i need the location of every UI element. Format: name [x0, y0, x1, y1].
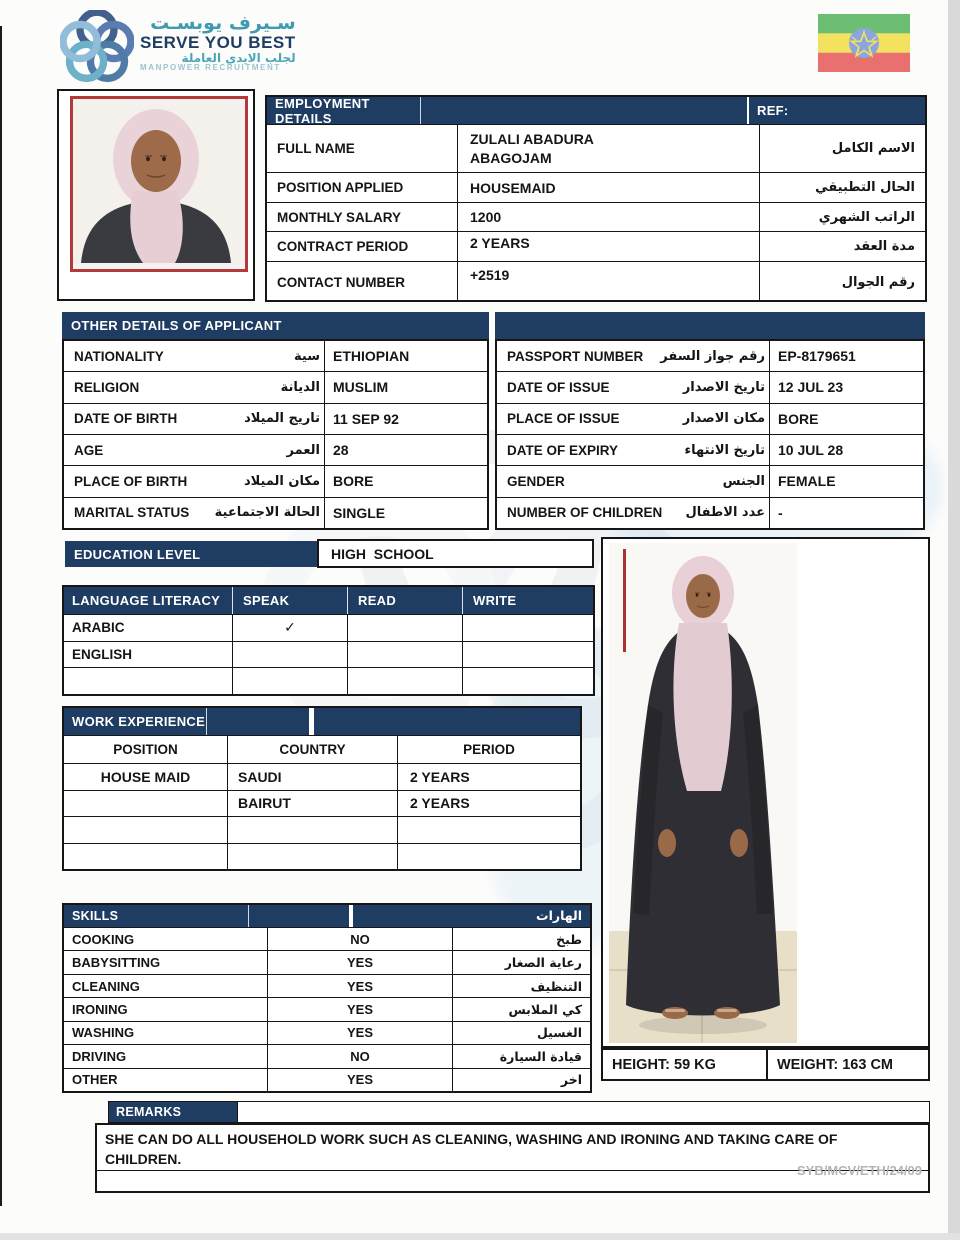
work-row	[64, 843, 580, 870]
other-details-title: OTHER DETAILS OF APPLICANT	[71, 318, 282, 333]
skill-name: COOKING	[72, 931, 135, 947]
detail-row	[64, 434, 487, 465]
field-label-arabic: عدد الاطفال	[685, 505, 765, 521]
skill-value: YES	[346, 1072, 373, 1088]
field-value: 11 SEP 92	[333, 410, 399, 427]
weight-value: WEIGHT: 163 CM	[777, 1056, 894, 1073]
education-level-label: EDUCATION LEVEL	[74, 546, 201, 562]
field-label-arabic: رقم الجوال	[841, 274, 915, 290]
field-label-arabic: الراتب الشهري	[818, 209, 915, 225]
field-value: MUSLIM	[333, 379, 389, 396]
portrait-photo-frame	[57, 89, 255, 301]
employment-row	[267, 172, 925, 202]
column-header-write: WRITE	[473, 593, 517, 608]
skill-name: IRONING	[72, 1001, 128, 1017]
skill-arabic: اخر	[560, 1072, 582, 1088]
employment-row	[267, 231, 925, 261]
language-literacy-title: LANGUAGE LITERACY	[72, 592, 221, 608]
field-value: 2 YEARS	[470, 235, 530, 251]
work-country: SAUDI	[238, 768, 282, 785]
language-row	[64, 614, 593, 641]
education-level-value-box	[317, 539, 594, 568]
field-label: NATIONALITY	[74, 348, 164, 364]
skill-row	[64, 927, 590, 950]
skill-arabic: التنظيف	[530, 978, 582, 994]
field-label-arabic: تاريخ الانتهاء	[684, 442, 765, 458]
field-label: PLACE OF BIRTH	[74, 473, 188, 489]
skill-row	[64, 950, 590, 973]
header-gap	[309, 708, 314, 735]
field-value: 12 JUL 23	[778, 379, 844, 396]
skill-value: YES	[346, 978, 373, 994]
field-label: RELIGION	[74, 379, 140, 395]
work-period: 2 YEARS	[410, 768, 470, 785]
work-row	[64, 816, 580, 843]
detail-row	[64, 465, 487, 496]
scan-red-line	[623, 549, 626, 652]
skills-title-arabic: الهارات	[536, 908, 582, 923]
field-value: -	[778, 504, 783, 521]
field-label-arabic: سية	[294, 348, 320, 364]
field-value: ZULALI ABADURA ABAGOJAM	[470, 130, 594, 166]
agency-knot-logo-icon	[60, 10, 134, 84]
language-name: ARABIC	[72, 620, 125, 636]
field-label-arabic: مدة العقد	[853, 239, 915, 254]
column-header-position: POSITION	[113, 742, 178, 757]
other-details-header-right	[495, 312, 925, 339]
detail-row	[64, 497, 487, 528]
work-country: BAIRUT	[238, 795, 291, 812]
language-literacy-header	[64, 587, 593, 614]
detail-row	[497, 341, 923, 371]
field-label: FULL NAME	[277, 141, 355, 156]
field-label: PASSPORT NUMBER	[507, 348, 644, 364]
work-experience-title: WORK EXPERIENCE	[72, 714, 206, 729]
skill-row	[64, 997, 590, 1020]
column-header-period: PERIOD	[463, 742, 515, 757]
full-body-photo	[609, 543, 797, 1043]
skill-name: OTHER	[72, 1072, 118, 1088]
scan-edge-left	[0, 26, 2, 1206]
field-value: +2519	[470, 267, 510, 283]
detail-row	[497, 434, 923, 465]
detail-row	[64, 341, 487, 371]
field-value: 28	[333, 442, 349, 459]
skills-title: SKILLS	[72, 909, 119, 923]
skill-row	[64, 974, 590, 997]
field-label-arabic: رقم جواز السفر	[660, 348, 765, 364]
skill-arabic: رعاية الصغار	[504, 955, 582, 971]
employment-details-table	[265, 95, 927, 302]
work-position: HOUSE MAID	[100, 768, 191, 785]
field-label: MARITAL STATUS	[74, 505, 190, 521]
field-label-arabic: الجنس	[722, 473, 765, 489]
skill-row	[64, 1044, 590, 1067]
employment-details-title: EMPLOYMENT DETAILS	[275, 95, 370, 126]
field-label: DATE OF BIRTH	[74, 411, 178, 427]
detail-row	[497, 371, 923, 402]
speak-check: ✓	[284, 619, 296, 636]
field-value: BORE	[333, 473, 374, 490]
field-value: ETHIOPIAN	[333, 348, 410, 365]
remarks-title: REMARKS	[116, 1105, 182, 1119]
field-label: CONTRACT PERIOD	[277, 239, 409, 254]
scan-edge-right	[948, 0, 960, 1240]
detail-row	[497, 465, 923, 496]
work-period: 2 YEARS	[410, 795, 470, 812]
skill-arabic: الغسيل	[536, 1025, 582, 1041]
field-label: DATE OF ISSUE	[507, 379, 610, 395]
column-header-read: READ	[358, 593, 397, 608]
agency-name: SERVE YOU BEST	[140, 32, 296, 52]
detail-row	[497, 403, 923, 434]
work-experience-header	[64, 708, 580, 735]
field-value: EP-8179651	[778, 348, 856, 365]
field-label-arabic: العمر	[286, 442, 320, 458]
employment-details-header	[267, 97, 925, 124]
field-label-arabic: الاسم الكامل	[831, 141, 915, 156]
field-label: NUMBER OF CHILDREN	[507, 505, 663, 521]
agency-tagline-arabic: لجلب الايدي العاملة	[181, 50, 296, 65]
full-body-person-image	[609, 543, 797, 1043]
skill-arabic: قيادة السيارة	[499, 1048, 582, 1064]
portrait-person-image	[73, 99, 239, 263]
height-weight-bar	[601, 1048, 930, 1081]
language-literacy-table	[62, 585, 595, 696]
skill-name: CLEANING	[72, 978, 140, 994]
field-value: 1200	[470, 209, 502, 225]
skill-value: NO	[350, 931, 370, 947]
skills-table	[62, 903, 592, 1093]
work-row	[64, 790, 580, 817]
skill-arabic: كي الملابس	[508, 1001, 582, 1017]
work-experience-table	[62, 706, 582, 871]
document-code: SYB/MCV/ETH/24/09	[797, 1163, 922, 1178]
remarks-header	[108, 1101, 238, 1123]
remarks-header-strip	[238, 1101, 930, 1123]
header-gap	[349, 905, 353, 927]
field-label-arabic: الحالة الاجتماعية	[214, 505, 320, 521]
language-row	[64, 667, 593, 694]
column-header-country: COUNTRY	[279, 742, 346, 757]
work-columns-row	[64, 735, 580, 763]
field-label: POSITION APPLIED	[277, 180, 404, 195]
ethiopia-flag-icon	[818, 14, 910, 72]
height-value: HEIGHT: 59 KG	[612, 1056, 716, 1073]
skill-row	[64, 1021, 590, 1044]
skill-value: YES	[346, 1025, 373, 1041]
field-label-arabic: مكان الاصدار	[682, 411, 765, 427]
field-label-arabic: الديانة	[280, 379, 320, 395]
detail-row	[497, 497, 923, 528]
language-name: ENGLISH	[72, 647, 133, 662]
agency-logo-text	[140, 14, 296, 73]
field-value: 10 JUL 28	[778, 442, 844, 459]
agency-name-arabic: سـيرف يوبسـت	[150, 12, 296, 34]
skills-header	[64, 905, 590, 927]
field-label: CONTACT NUMBER	[277, 274, 405, 290]
agency-tagline: MANPOWER RECRUITMENT	[140, 63, 281, 73]
field-value: HOUSEMAID	[470, 179, 556, 196]
field-label: PLACE OF ISSUE	[507, 411, 620, 427]
detail-row	[64, 371, 487, 402]
skill-row	[64, 1068, 590, 1091]
remarks-text: SHE CAN DO ALL HOUSEHOLD WORK SUCH AS CLEANING, WASHING AND IRONING AND TAKING CARE OF CHILDREN.	[105, 1131, 838, 1168]
field-value: FEMALE	[778, 473, 836, 490]
other-details-right-table	[495, 339, 925, 530]
remarks-box	[95, 1123, 930, 1193]
ref-label: REF:	[757, 103, 789, 118]
other-details-left-table	[62, 339, 489, 530]
employment-row	[267, 124, 925, 172]
skill-name: WASHING	[72, 1025, 135, 1041]
other-details-header	[62, 312, 489, 339]
work-row	[64, 763, 580, 790]
column-header-speak: SPEAK	[243, 593, 290, 608]
field-value: BORE	[778, 410, 819, 427]
skill-value: YES	[346, 955, 373, 971]
field-label: DATE OF EXPIRY	[507, 442, 619, 458]
skill-value: NO	[350, 1048, 370, 1064]
skill-value: YES	[346, 1001, 373, 1017]
field-label: GENDER	[507, 473, 565, 489]
full-body-photo-frame	[601, 537, 930, 1048]
detail-row	[64, 403, 487, 434]
field-label-arabic: تاريج الميلاد	[244, 411, 320, 427]
field-label: MONTHLY SALARY	[277, 209, 402, 225]
employment-row	[267, 261, 925, 302]
language-row	[64, 641, 593, 668]
employment-row	[267, 202, 925, 231]
scan-edge-bottom	[0, 1233, 960, 1240]
field-label: AGE	[74, 442, 104, 458]
skill-name: DRIVING	[72, 1048, 127, 1064]
field-value: SINGLE	[333, 504, 386, 521]
field-label-arabic: تاريخ الاصدار	[682, 379, 765, 395]
field-label-arabic: الحال التطبيقي	[815, 180, 915, 195]
skill-arabic: طبخ	[556, 931, 582, 947]
portrait-photo	[70, 96, 248, 272]
education-level-value: HIGH SCHOOL	[331, 545, 434, 562]
education-level-header	[65, 541, 317, 567]
skill-name: BABYSITTING	[72, 955, 161, 971]
field-label-arabic: مكان الميلاد	[243, 473, 320, 489]
